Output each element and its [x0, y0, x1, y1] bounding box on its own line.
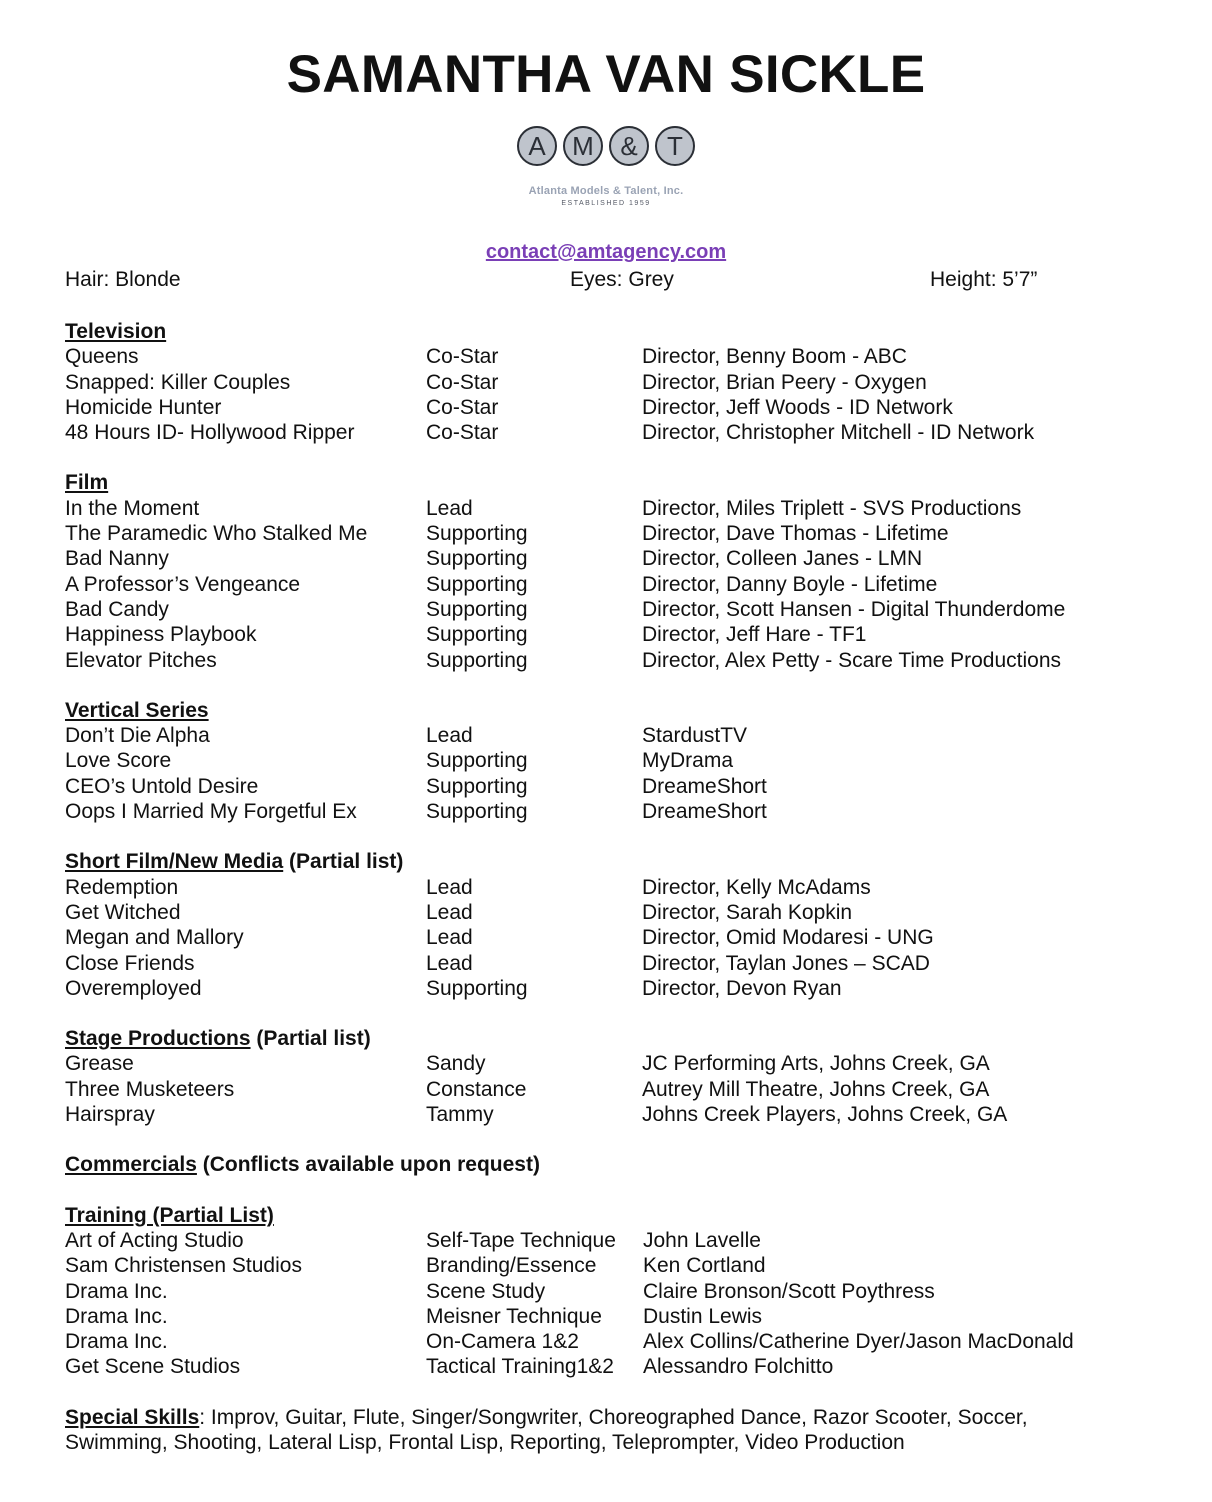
- training-row: Drama Inc. Scene Study Claire Bronson/Scott Poythress: [65, 1279, 935, 1303]
- training-row: Sam Christensen Studios Branding/Essence Ken Cortland: [65, 1254, 766, 1278]
- credit-row: Close Friends Lead Director, Taylan Jones – SCAD: [65, 951, 930, 975]
- section-heading: Stage Productions (Partial list): [65, 1027, 371, 1051]
- credit-row: A Professor’s Vengeance Supporting Director, Danny Boyle - Lifetime: [65, 572, 938, 596]
- credit-row: Grease Sandy JC Performing Arts, Johns Creek, GA: [65, 1052, 990, 1076]
- section-heading: Commercials (Conflicts available upon request): [65, 1153, 540, 1177]
- credit-row: Megan and Mallory Lead Director, Omid Modaresi - UNG: [65, 926, 934, 950]
- commercials-section: [65, 1152, 1175, 1177]
- credit-row: Bad Candy Supporting Director, Scott Hansen - Digital Thunderdome: [65, 597, 1066, 621]
- credit-row: Three Musketeers Constance Autrey Mill Theatre, Johns Creek, GA: [65, 1077, 990, 1101]
- credit-row: 48 Hours ID- Hollywood Ripper Co-Star Director, Christopher Mitchell - ID Network: [65, 421, 1035, 445]
- credit-row: Overemployed Supporting Director, Devon Ryan: [65, 976, 842, 1000]
- physical-attributes: [0, 268, 1212, 294]
- training-row: Art of Acting Studio Self-Tape Technique John Lavelle: [65, 1228, 761, 1252]
- resume-body: [65, 319, 1175, 1456]
- section-heading: Short Film/New Media (Partial list): [65, 850, 404, 874]
- training-row: Drama Inc. On-Camera 1&2 Alex Collins/Catherine Dyer/Jason MacDonald: [65, 1330, 1074, 1354]
- credit-row: Queens Co-Star Director, Benny Boom - ABC: [65, 345, 907, 369]
- contact-email-link[interactable]: contact@amtagency.com: [485, 241, 727, 263]
- training-row: Get Scene Studios Tactical Training1&2 Alessandro Folchitto: [65, 1355, 834, 1379]
- agency-established: ESTABLISHED 1959: [561, 200, 651, 207]
- stage-section: [65, 1026, 1175, 1127]
- logo-letter-m: M: [563, 126, 603, 166]
- height-attribute: Height: 5’7”: [930, 268, 1038, 291]
- actor-name: SAMANTHA VAN SICKLE: [286, 45, 926, 104]
- credit-row: Don’t Die Alpha Lead StardustTV: [65, 724, 748, 748]
- credit-row: The Paramedic Who Stalked Me Supporting Director, Dave Thomas - Lifetime: [65, 522, 949, 546]
- credit-row: Redemption Lead Director, Kelly McAdams: [65, 875, 871, 899]
- section-heading: Television: [65, 320, 167, 343]
- short-film-section: [65, 849, 1175, 1001]
- logo-letter-a: A: [517, 126, 557, 166]
- hair-attribute: Hair: Blonde: [65, 268, 181, 291]
- credit-row: Hairspray Tammy Johns Creek Players, Johns Creek, GA: [65, 1103, 1008, 1127]
- training-row: Drama Inc. Meisner Technique Dustin Lewis: [65, 1304, 763, 1328]
- eyes-attribute: Eyes: Grey: [570, 268, 674, 291]
- special-skills-line-2: Swimming, Shooting, Lateral Lisp, Frontal Lisp, Reporting, Teleprompter, Video Production: [65, 1431, 905, 1455]
- credit-row: Homicide Hunter Co-Star Director, Jeff Woods - ID Network: [65, 395, 953, 419]
- special-skills: [65, 1405, 1175, 1456]
- agency-name: Atlanta Models & Talent, Inc.: [528, 185, 684, 197]
- section-heading: Training (Partial List): [65, 1203, 274, 1227]
- credit-row: Elevator Pitches Supporting Director, Alex Petty - Scare Time Productions: [65, 648, 1061, 672]
- credit-row: Love Score Supporting MyDrama: [65, 749, 734, 773]
- logo-letter-ampersand: &: [609, 126, 649, 166]
- logo-letter-t: T: [655, 126, 695, 166]
- training-section: [65, 1203, 1175, 1380]
- special-skills-heading: Special Skills: [65, 1405, 200, 1429]
- section-heading: Vertical Series: [65, 698, 209, 722]
- credit-row: Bad Nanny Supporting Director, Colleen Janes - LMN: [65, 547, 923, 571]
- television-section: [65, 319, 1175, 445]
- vertical-series-section: [65, 698, 1175, 824]
- credit-row: Oops I Married My Forgetful Ex Supporting DreameShort: [65, 800, 767, 824]
- special-skills-line-1: : Improv, Guitar, Flute, Singer/Songwriter, Choreographed Dance, Razor Scooter, Soccer,: [199, 1405, 1028, 1429]
- agency-logo: [509, 126, 703, 222]
- credit-row: Happiness Playbook Supporting Director, Jeff Hare - TF1: [65, 623, 867, 647]
- section-heading: Film: [65, 471, 109, 495]
- credit-row: Get Witched Lead Director, Sarah Kopkin: [65, 900, 853, 924]
- credit-row: In the Moment Lead Director, Miles Triplett - SVS Productions: [65, 496, 1022, 520]
- credit-row: Snapped: Killer Couples Co-Star Director, Brian Peery - Oxygen: [65, 370, 927, 394]
- film-section: [65, 470, 1175, 672]
- credit-row: CEO’s Untold Desire Supporting DreameShort: [65, 774, 767, 798]
